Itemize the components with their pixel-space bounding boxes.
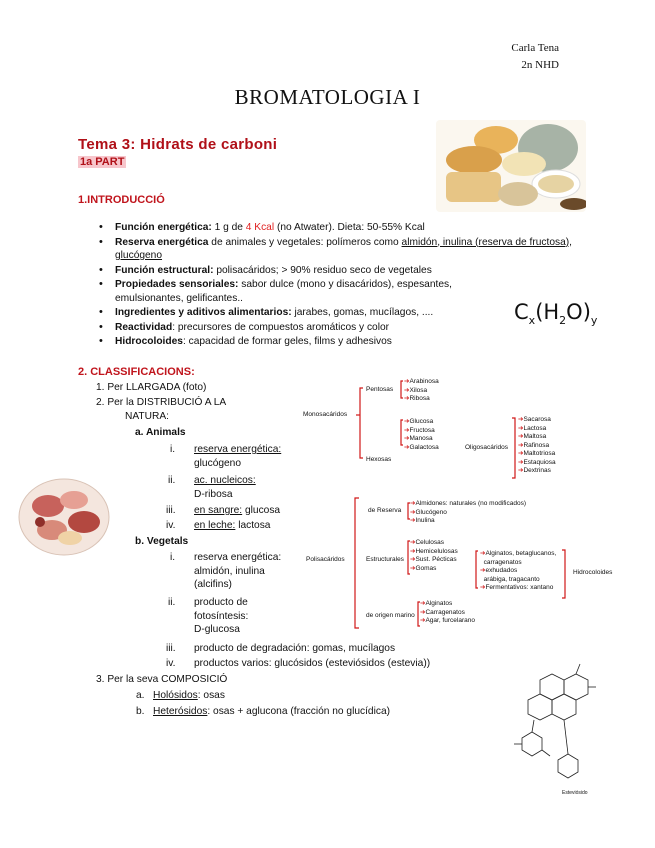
list-marker: b. [136,706,145,717]
list-marker: iii. [166,505,176,516]
animal-item: ac. nucleicos: D-ribosa [194,475,256,500]
diagram-hexosas-list: ➔Glucosa ➔Fructosa ➔Manosa ➔Galactosa [404,418,439,451]
tema-title: Tema 3: Hidrats de carboni [78,136,278,153]
classif-item-2-cont: NATURA: [125,411,169,422]
food-photo-drawing [436,120,586,212]
list-marker: ii. [168,475,176,486]
intro-item: • Propiedades sensoriales: sabor dulce (mono y disacáridos), espesantes, emulsionantes, gelificantes.. [115,278,455,305]
molecule-drawing [500,660,600,800]
animals-heading: a. Animals [135,427,186,438]
list-marker: i. [170,444,176,455]
diagram-estruct-list: ➔Celulosas ➔Hemicelulosas ➔Sust. Pécticas ➔Gomas [410,539,458,572]
carbohydrate-formula: $C_x(H_2O)_y$ [514,300,598,328]
stevioside-molecule [500,660,600,800]
intro-item: • Función estructural: polisacáridos; > 90% residuo seco de vegetales [115,264,585,278]
author-name: Carla Tena [511,42,559,54]
list-marker: ii. [168,597,176,608]
part-label: 1a PART [80,156,125,168]
intro-item: • Ingredientes y aditivos alimentarios: jarabes, gomas, mucílagos, .... [115,306,585,320]
diagram-marino: de origen marino [366,612,415,619]
diagram-hidro: Hidrocoloides [573,569,613,576]
list-marker: iii. [166,643,176,654]
vegetal-item: reserva energética: almidón, inulina (alcifins) [194,552,282,590]
diagram-reserva: de Reserva [368,507,402,514]
list-marker: iv. [166,658,176,669]
list-marker: i. [170,552,176,563]
molecule-label: Esteviósido [562,790,588,796]
diagram-oligo-list: ➔Sacarosa ➔Lactosa ➔Maltosa ➔Rafinosa ➔Maltotriosa ➔Estaquiosa ➔Dextrinas [518,416,556,474]
intro-item: • Hidrocoloides: capacidad de formar geles, films y adhesivos [115,335,585,349]
list-marker: iv. [166,520,176,531]
diagram-pentosas-list: ➔Arabinosa ➔Xilosa ➔Ribosa [404,378,439,402]
diagram-estruct: Estructurales [366,556,404,563]
diagram-mono: Monosacáridos [303,411,348,418]
list-marker: a. [136,690,145,701]
intro-item: • Función energética: 1 g de 4 Kcal (no Atwater). Dieta: 50-55% Kcal [115,221,490,235]
vegetal-item: producto de degradación: gomas, mucílagos [194,643,396,654]
diagram-gomas-list: ➔Alginatos, betaglucanos, carragenatos ➔exhudados arábiga, tragacanto ➔Fermentativos: xantano [480,550,557,591]
classification-diagram [300,378,625,633]
meat-photo-drawing [18,478,110,556]
intro-item: • Reactividad: precursores de compuestos aromáticos y color [115,321,585,335]
food-photo [436,120,586,212]
classif-heading: 2. CLASSIFICACIONS: [78,366,195,378]
classif-item-3: 3. Per la seva COMPOSICIÓ [96,674,228,685]
author-block [511,40,559,74]
author-class: 2n NHD [521,59,559,71]
animal-item: en sangre: glucosa [194,505,281,516]
composicio-item: Holósidos: osas [153,690,225,701]
vegetals-heading: b. Vegetals [135,536,189,547]
composicio-item: Heterósidos: osas + aglucona (fracción no glucídica) [153,706,391,717]
diagram-marino-list: ➔Alginatos ➔Carragenatos ➔Agar, furcelarano [420,600,475,624]
vegetal-item: producto de fotosíntesis: D-glucosa [194,597,249,635]
diagram-reserva-list: ➔Almidones: naturales (no modificados) ➔Glucógeno ➔Inulina [410,500,527,524]
meat-photo [18,478,110,556]
diagram-hexosas: Hexosas [366,456,392,463]
animal-item: reserva energética: glucógeno [194,444,282,469]
diagram-pentosas: Pentosas [366,386,394,393]
intro-heading: 1.INTRODUCCIÓ [78,194,165,206]
classif-item-1: 1. Per LLARGADA (foto) [96,382,207,393]
intro-item: • Reserva energética de animales y vegetales: polímeros como almidón, inulina (reserva de fructosa), glucógeno [115,236,585,263]
diagram-oligo: Oligosacáridos [465,444,508,451]
animal-item: en leche: lactosa [194,520,271,531]
classif-item-2: 2. Per la DISTRIBUCIÓ A LA [96,397,227,408]
document-title: BROMATOLOGIA I [234,85,421,109]
diagram-poli: Polisacáridos [306,556,345,563]
vegetal-item: productos varios: glucósidos (esteviósidos (estevia)) [194,658,431,669]
